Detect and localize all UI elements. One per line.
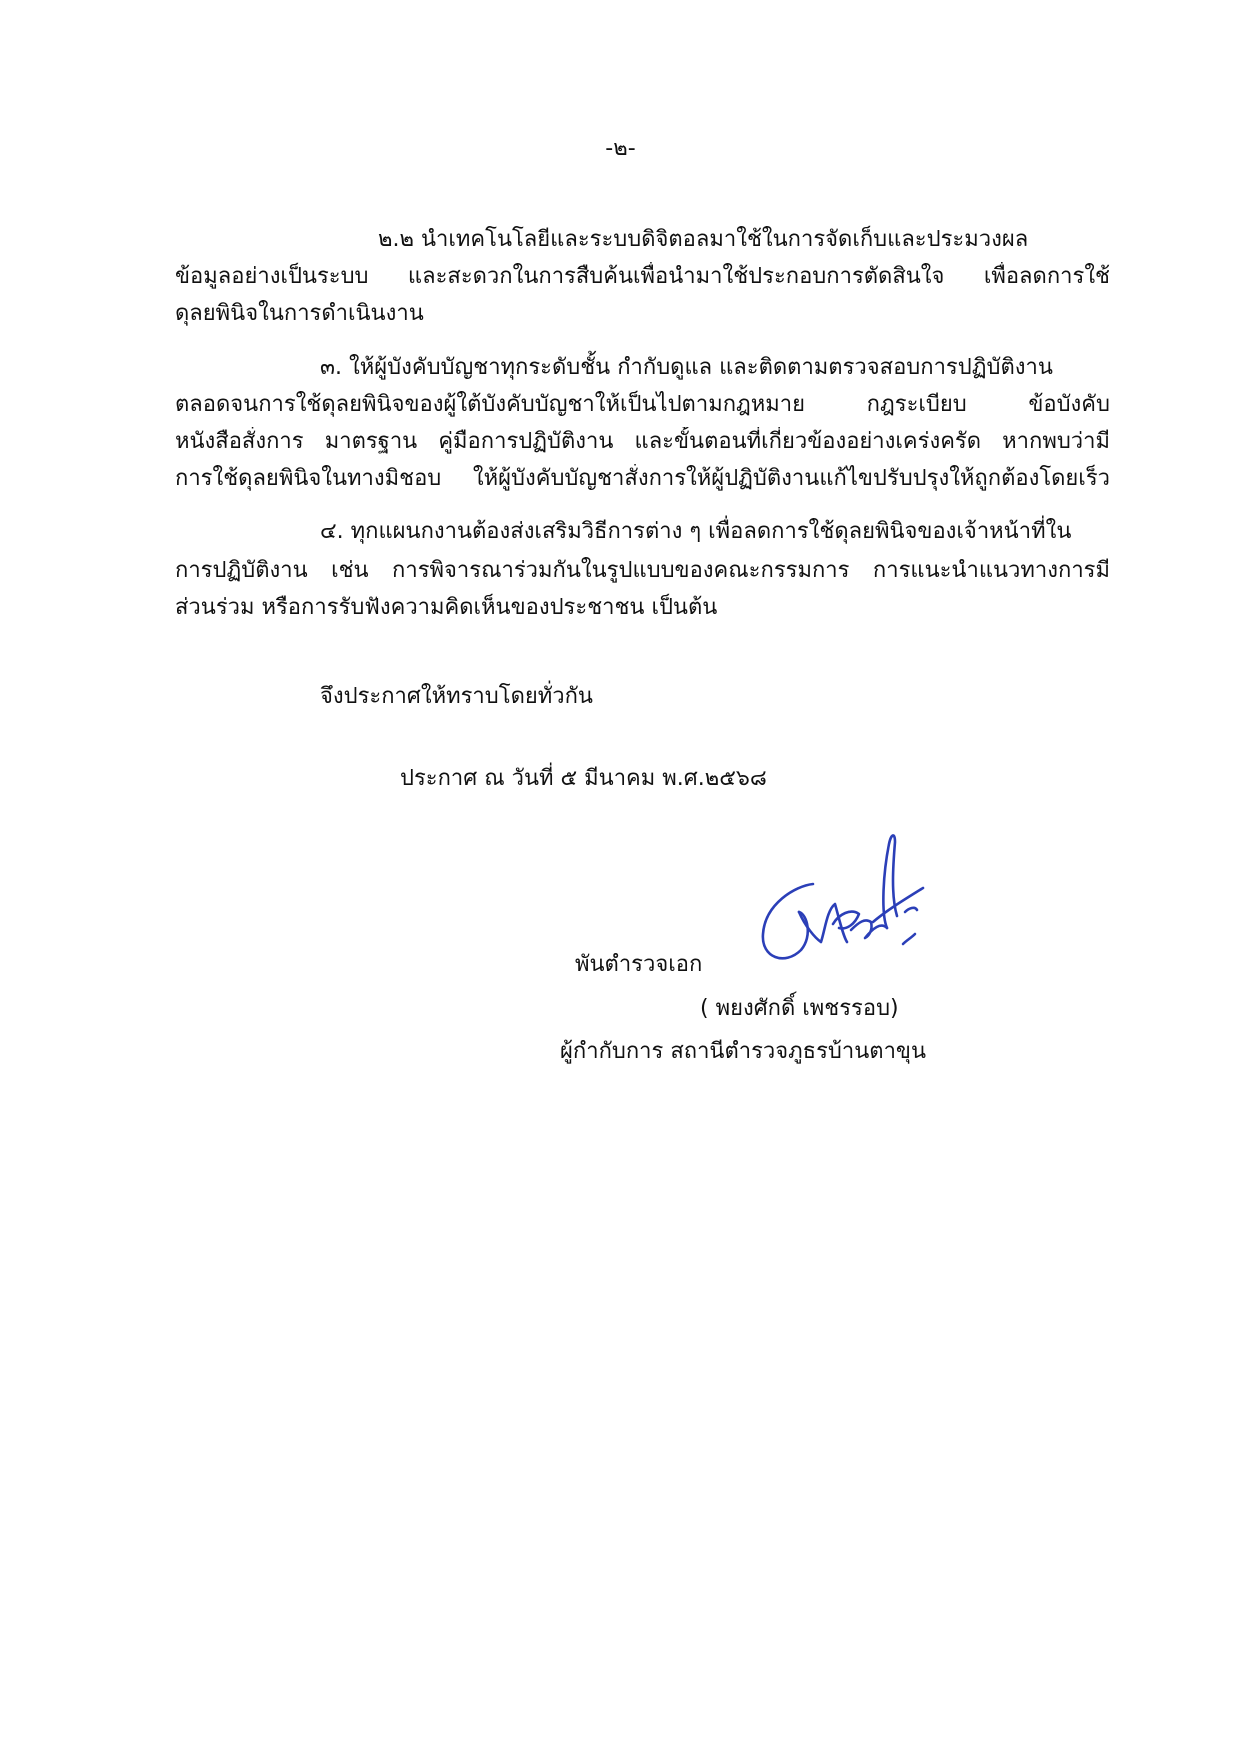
- signatory-position: ผู้กำกับการ สถานีตำรวจภูธรบ้านตาขุน: [560, 1039, 926, 1064]
- paragraph-3-line-2: ตลอดจนการใช้ดุลยพินิจของผู้ใต้บังคับบัญชาให้เป็นไปตามกฎหมาย กฎระเบียบ ข้อบังคับ: [175, 392, 1110, 417]
- signatory-name: ( พยงศักดิ์ เพชรรอบ): [700, 996, 899, 1021]
- paragraph-4-line-1: ๔. ทุกแผนกงานต้องส่งเสริมวิธีการต่าง ๆ เพื่อลดการใช้ดุลยพินิจของเจ้าหน้าที่ใน: [320, 519, 1072, 544]
- paragraph-2-2-line-1: ๒.๒ นำเทคโนโลยีและระบบดิจิตอลมาใช้ในการจัดเก็บและประมวงผล: [378, 227, 1029, 252]
- paragraph-2-2-line-2: ข้อมูลอย่างเป็นระบบ และสะดวกในการสืบค้นเพื่อนำมาใช้ประกอบการตัดสินใจ เพื่อลดการใช้: [175, 264, 1110, 289]
- announcement-date: ประกาศ ณ วันที่ ๕ มีนาคม พ.ศ.๒๕๖๘: [400, 766, 767, 791]
- paragraph-4-line-3: ส่วนร่วม หรือการรับฟังความคิดเห็นของประชาชน เป็นต้น: [175, 595, 718, 620]
- closing-statement: จึงประกาศให้ทราบโดยทั่วกัน: [320, 684, 593, 709]
- handwritten-signature: [755, 826, 925, 971]
- paragraph-2-2-line-3: ดุลยพินิจในการดำเนินงาน: [175, 301, 424, 326]
- paragraph-3-line-1: ๓. ให้ผู้บังคับบัญชาทุกระดับชั้น กำกับดูแล และติดตามตรวจสอบการปฏิบัติงาน: [320, 355, 1053, 380]
- signatory-rank: พันตำรวจเอก: [575, 952, 703, 977]
- paragraph-3-line-3: หนังสือสั่งการ มาตรฐาน คู่มือการปฏิบัติงาน และขั้นตอนที่เกี่ยวข้องอย่างเคร่งครัด หากพบว่ามี: [175, 429, 1110, 454]
- page-number: -๒-: [605, 136, 636, 161]
- paragraph-3-line-4: การใช้ดุลยพินิจในทางมิชอบ ให้ผู้บังคับบัญชาสั่งการให้ผู้ปฏิบัติงานแก้ไขปรับปรุงให้ถูกต้องโดยเร็ว: [175, 466, 1110, 491]
- paragraph-4-line-2: การปฏิบัติงาน เช่น การพิจารณาร่วมกันในรูปแบบของคณะกรรมการ การแนะนำแนวทางการมี: [175, 558, 1110, 583]
